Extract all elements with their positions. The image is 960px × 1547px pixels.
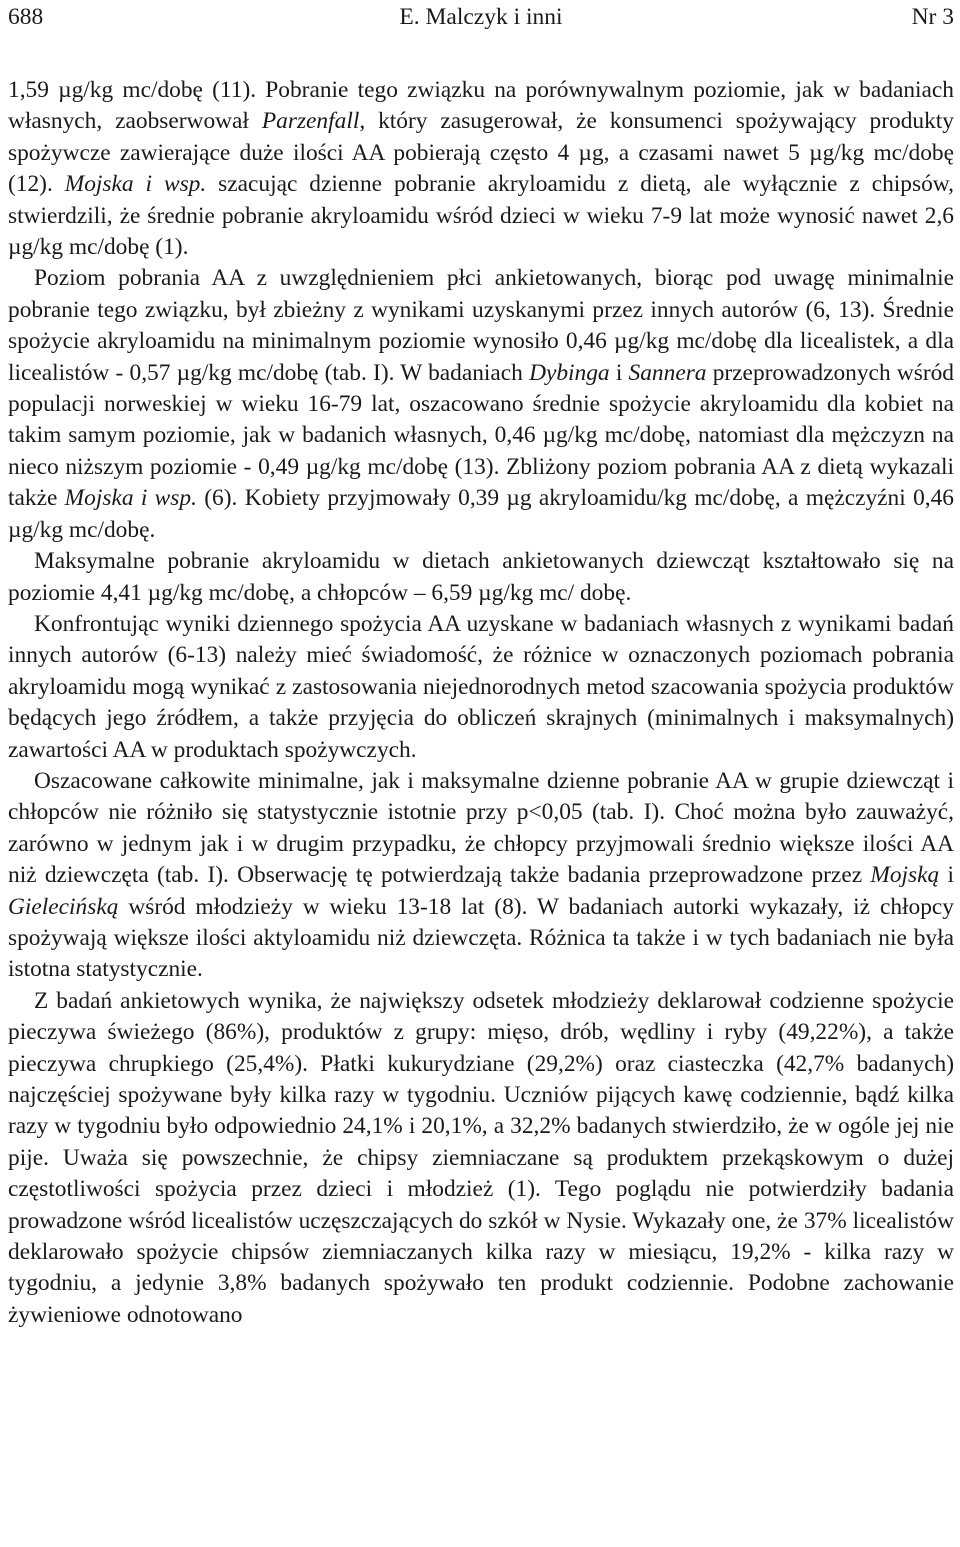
text-run: Z badań ankietowych wynika, że największy odsetek młodzieży deklarował codzienne spożycie pieczywa świeżego (86%), produktów z grupy: mięso, drób, wędliny i ryby (49,22%), a także pieczywa chrupkiego (25,4%). Płatki kukurydziane (29,2%) oraz ciasteczka (42,7% badanych) najczęściej spożywane były kilka razy w tygodniu. Uczniów pijących kawę codziennie, bądź kilka razy w tygodniu było odpowiednio 24,1% i 20,1%, a 32,2% badanych stwierdziło, że w ogóle jej nie pije. Uważa się powszechnie, że chipsy ziemniaczane są produktem przekąskowym o dużej częstotliwości spożycia przez dzieci i młodzież (1). Tego poglądu nie potwierdziły badania prowadzone wśród licealistów uczęszczających do szkół w Nysie. Wykazały one, że 37% licealistów deklarowało spożycie chipsów ziemniaczanych kilka razy w miesiącu, 19,2% - kilka razy w tygodniu, a jedynie 3,8% badanych spożywało ten produkt codziennie. Podobne zachowanie żywieniowe odnotowano (8, 987, 954, 1328)
text-run: Poziom pobrania AA z uwzględnieniem płci ankietowanych, biorąc pod uwagę minimalnie pobranie tego związku, był zbieżny z wynikami uzyskanymi przez innych autorów (6, 13). Średnie spożycie akryloamidu na minimalnym poziomie wynosiło 0,46 µg/kg mc/dobę dla licealistek, a dla licealistów - 0,57 µg/kg mc/dobę (tab. I). W badaniach (8, 265, 954, 386)
text-run: Konfrontując wyniki dziennego spożycia AA uzyskane w badaniach własnych z wynikami badań innych autorów (6-13) należy mieć świadomość, że różnice w oznaczonych poziomach pobrania akryloamidu mogą wynikać z zastosowania niejednorodnych metod szacowania spożycia produktów będących jego źródłem, a także przyjęcia do obliczeń skrajnych (minimalnych i maksymalnych) zawartości AA w produktach spożywczych. (8, 610, 954, 763)
text-run: szacując dzienne pobranie akryloamidu z dietą, ale wyłącznie z chipsów, stwierdzili, że średnie pobranie akryloamidu wśród dzieci w wieku 7-9 lat może wynosić nawet 2,6 µg/kg mc/dobę (1). (8, 171, 954, 261)
italic-citation: Parzenfall (261, 108, 360, 135)
paragraph (8, 986, 954, 1331)
paragraph (8, 75, 954, 263)
paragraph (8, 546, 954, 609)
text-run: i (939, 862, 954, 889)
italic-citation: Mojska i wsp. (64, 485, 197, 512)
article-body (8, 75, 954, 1331)
paragraph (8, 609, 954, 766)
text-run: i (609, 359, 629, 386)
text-run: , który zasugerował, że konsumenci spożywający produkty spożywcze zawierające duże ilości AA pobierają często 4 µg, a czasami nawet 5 µg/kg mc/dobę (12). (8, 108, 954, 198)
italic-citation: Mojska i wsp. (64, 171, 207, 198)
page-header (8, 2, 954, 32)
paragraph (8, 263, 954, 546)
italic-citation: Mojską (870, 862, 940, 889)
text-run: Maksymalne pobranie akryloamidu w dietach ankietowanych dziewcząt kształtowało się na poziomie 4,41 µg/kg mc/dobę, a chłopców – 6,59 µg/kg mc/ dobę. (8, 548, 954, 606)
issue-number: Nr 3 (911, 4, 954, 30)
text-run: (6). Kobiety przyjmowały 0,39 µg akryloamidu/kg mc/dobę, a mężczyźni 0,46 µg/kg mc/dobę. (8, 485, 954, 543)
text-run: 1,59 µg/kg mc/dobę (11). Pobranie tego związku na porównywalnym poziomie, jak w badaniach własnych, zaobserwował (8, 77, 954, 135)
text-run: wśród młodzieży w wieku 13-18 lat (8). W badaniach autorki wykazały, iż chłopcy spożywają większe ilości aktyloamidu niż dziewczęta. Różnica ta także i w tych badaniach nie była istotna statystycznie. (8, 893, 954, 983)
paragraph (8, 766, 954, 986)
italic-citation: Sannera (628, 359, 707, 386)
italic-citation: Gielecińską (8, 893, 119, 920)
text-run: przeprowadzonych wśród populacji norweskiej w wieku 16-79 lat, oszacowano średnie spożycie akryloamidu dla kobiet na takim samym poziomie, jak w badanich własnych, 0,46 µg/kg mc/dobę, natomiast dla mężczyzn na nieco niższym poziomie - 0,49 µg/kg mc/dobę (13). Zbliżony poziom pobrania AA z dietą wykazali także (8, 359, 955, 512)
text-run: Oszacowane całkowite minimalne, jak i maksymalne dzienne pobranie AA w grupie dziewcząt i chłopców nie różniło się statystycznie istotnie przy p<0,05 (tab. I). Choć można było zauważyć, zarówno w jednym jak i w drugim przypadku, że chłopcy przyjmowali średnio większe ilości AA niż dziewczęta (tab. I). Obserwację tę potwierdzają także badania przeprowadzone przez (8, 767, 954, 889)
running-head: E. Malczyk i inni (399, 4, 563, 30)
italic-citation: Dybinga (529, 359, 610, 386)
page-number: 688 (8, 4, 44, 30)
